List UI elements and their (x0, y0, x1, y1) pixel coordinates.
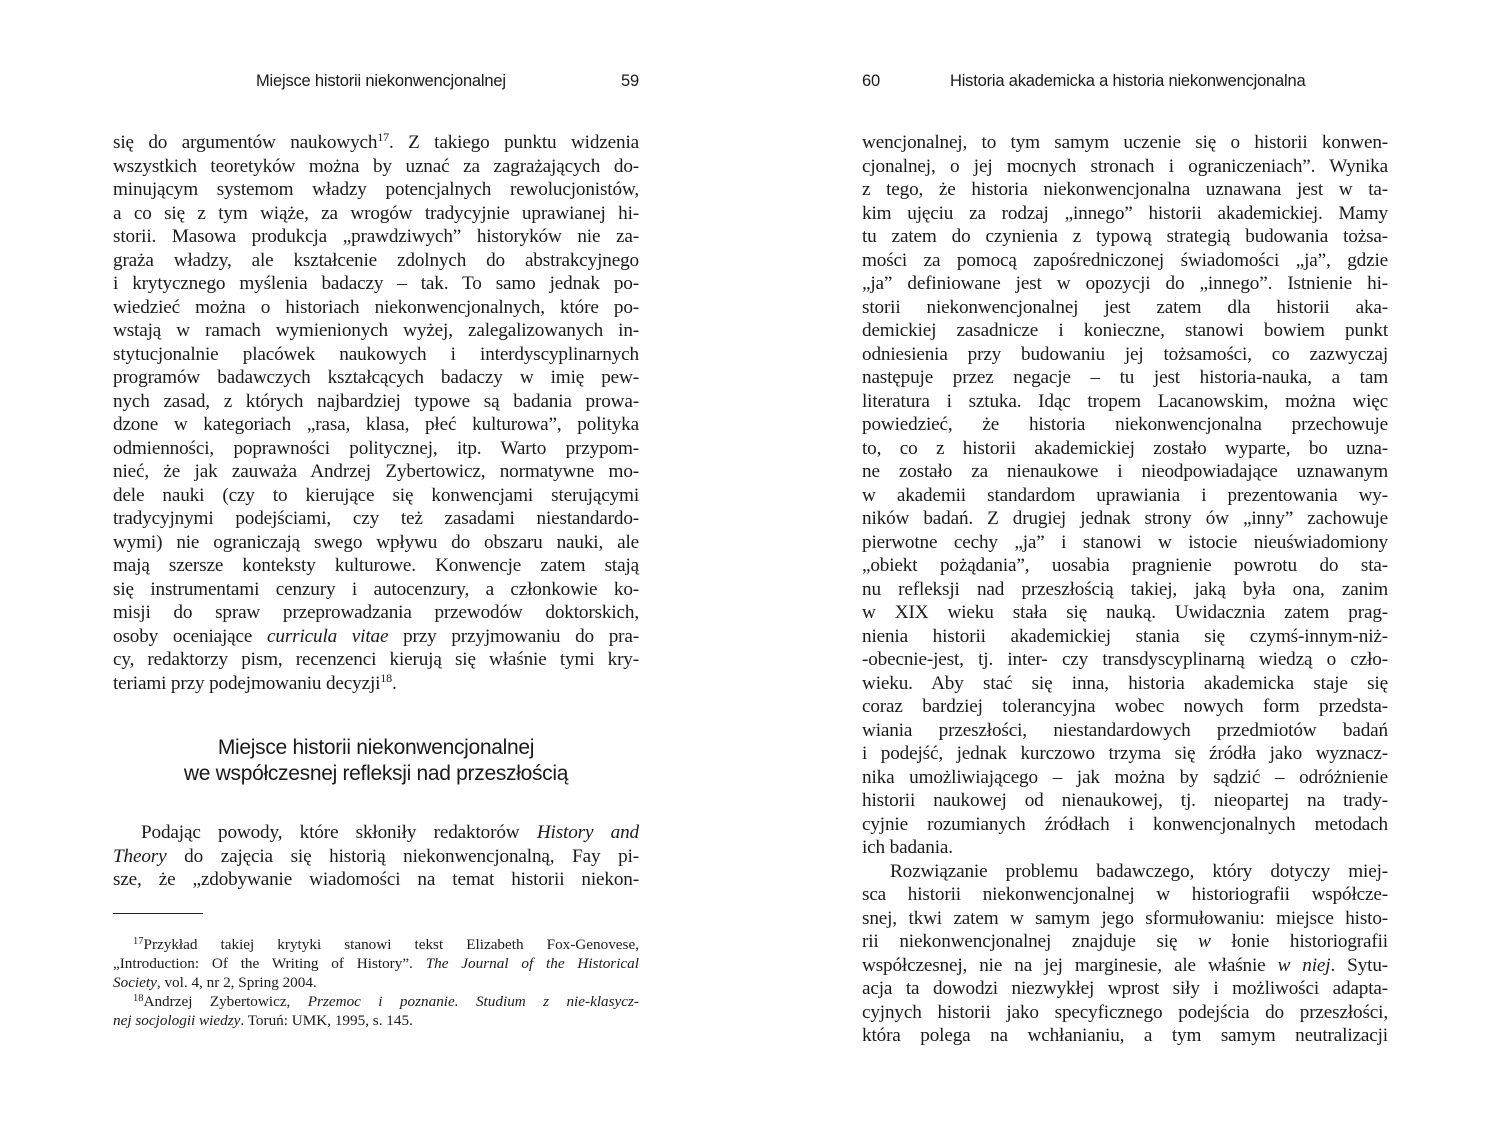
text-line: wszystkich teoretyków można by uznać za zagrażających do- (113, 155, 639, 177)
italic-text: The Journal of the Historical (425, 955, 639, 972)
footnote-reference: 17 (377, 130, 390, 144)
text-line: Podając powody, które skłoniły redaktorów History and (141, 822, 639, 843)
text-line: historii naukowej od nienaukowej, tj. nieopartej na trady- (862, 790, 1388, 811)
running-head-title: Miejsce historii niekonwencjonalnej (256, 72, 506, 90)
footnote-line: Society, vol. 4, nr 2, Spring 2004. (113, 974, 317, 991)
text-line: nych zasad, z których najbardziej typowe są badania prowa- (113, 390, 639, 412)
text-line: graża władzy, ale kształcenie zdolnych do abstrakcyjnego (113, 249, 639, 271)
text-line: nienia historii akademickiej stania się czymś-innym-niż- (862, 625, 1388, 647)
italic-text: curricula vitae (267, 625, 389, 647)
body-paragraph (113, 131, 639, 695)
text-line: wieku. Aby stać się inna, historia akademicka staje się (862, 672, 1388, 694)
text-line: Theory do zajęcia się historią niekonwencjonalną, Fay pi- (113, 845, 639, 867)
text-line: wstają w ramach wymienionych wyżej, zalegalizowanych in- (113, 320, 639, 341)
text-line: cyjnie rozumianych źródłach i konwencjonalnych metodach (862, 813, 1388, 835)
text-line: następuje przez negacje – tu jest historia-nauka, a tam (862, 367, 1388, 388)
text-line: ników badań. Z drugiej jednak strony ów „inny” zachowuje (862, 508, 1388, 529)
text-line: osoby oceniające curricula vitae przy przyjmowaniu do pra- (113, 625, 639, 647)
text-line: „obiekt pożądania”, uosabia pragnienie powrotu do sta- (862, 555, 1388, 576)
text-line: sca historii niekonwencjonalnej w historiografii współcze- (862, 884, 1388, 905)
footnote-line: $^{17}$Przykład takiej krytyki stanowi tekst Elizabeth Fox-Genovese, (133, 936, 639, 953)
text-line: w XIX wieku stała się nauką. Uwidacznia zatem prag- (862, 602, 1388, 623)
footnote-divider (113, 913, 203, 914)
text-line: literatura i sztuka. Idąc tropem Lacanowskim, można więc (862, 390, 1388, 412)
text-line: stytucjonalnie placówek naukowych i interdyscyplinarnych (113, 343, 639, 365)
text-line: dele nauki (czy to kierujące się konwencjami sterującymi (113, 484, 639, 506)
text-line: storii niekonwencjonalnej jest zatem dla historii aka- (862, 296, 1388, 318)
text-line: z tego, że historia niekonwencjonalna uznawana jest w ta- (862, 179, 1388, 200)
text-line: sze, że „zdobywanie wiadomości na temat historii niekon- (113, 869, 639, 890)
footnote-line: „Introduction: Of the Writing of History”. The Journal of the Historical (113, 955, 639, 972)
text-line: demickiej zasadnicze i konieczne, stanowi bowiem punkt (862, 320, 1388, 341)
body-paragraph (113, 821, 639, 892)
text-line: powiedzieć, że historia niekonwencjonalna przechowuje (862, 414, 1388, 435)
text-line: programów badawczych kształcących badaczy w imię pew- (113, 367, 639, 388)
text-line: „ja” definiowane jest w opozycji do „innego”. Istnienie hi- (862, 273, 1388, 294)
left-page (113, 0, 639, 1140)
text-line: storii. Masowa produkcja „prawdziwych” historyków nie za- (113, 226, 639, 247)
section-heading-line: we współczesnej refleksji nad przeszłością (183, 762, 569, 785)
running-head-title: Historia akademicka a historia niekonwencjonalna (950, 72, 1306, 90)
text-line: a co się z tym wiąże, za wrogów tradycyjnie uprawianej hi- (113, 202, 639, 224)
text-line: nieć, że jak zauważa Andrzej Zybertowicz, normatywne mo- (113, 461, 639, 482)
italic-text: Theory (113, 845, 167, 867)
text-line: minującym systemom władzy potencjalnych rewolucjonistów, (113, 179, 639, 200)
text-line: cyjnych historii jako specyficznego podejścia do przeszłości, (862, 1001, 1388, 1023)
italic-text: nej socjologii wiedzy (113, 1012, 241, 1029)
text-line: teriami przy podejmowaniu decyzji$^{18}$. (113, 670, 397, 694)
text-line: odmienności, poprawności politycznej, itp. Warto przypom- (113, 437, 639, 459)
section-heading (113, 735, 639, 787)
text-line: nu refleksji nad przeszłością takiej, jaką była ona, zanim (862, 578, 1388, 600)
running-head-left (113, 70, 639, 96)
text-line: rii niekonwencjonalnej znajduje się w łonie historiografii (862, 931, 1388, 952)
page-number: 59 (621, 72, 639, 90)
running-head-right (862, 70, 1388, 96)
footnote-reference: 18 (380, 670, 393, 685)
text-line: wiania przeszłości, niestandardowych przedmiotów badań (862, 719, 1388, 741)
text-line: odniesienia przy budowaniu jej tożsamości, co zazwyczaj (862, 343, 1388, 365)
text-line: wencjonalnej, to tym samym uczenie się o historii konwen- (862, 132, 1388, 153)
text-line: się instrumentami cenzury i autocenzury, a członkowie ko- (113, 578, 639, 600)
text-line: misji do spraw przeprowadzania przewodów doktorskich, (113, 602, 639, 623)
text-line: w akademii standardom uprawiania i prezentowania wy- (862, 484, 1388, 506)
text-line: snej, tkwi zatem w samym jego sformułowaniu: miejsce histo- (862, 907, 1388, 929)
text-line: która polega na wchłanianiu, a tym samym neutralizacji (862, 1025, 1388, 1046)
footnote-line: nej socjologii wiedzy. Toruń: UMK, 1995, s. 145. (113, 1012, 413, 1029)
text-line: mości za pomocą zapośredniczonej świadomości „ja”, gdzie (862, 249, 1388, 271)
text-line: acja ta dowodzi niezwykłej wprost siły i możliwości adapta- (862, 978, 1388, 999)
text-line: się do argumentów naukowych$^{17}$. Z takiego punktu widzenia (113, 130, 640, 153)
text-line: wiedzieć można o historiach niekonwencjonalnych, które po- (113, 296, 639, 318)
italic-text: w niej (1277, 954, 1331, 976)
section-heading-line: Miejsce historii niekonwencjonalnej (217, 736, 535, 759)
text-line: dzone w kategoriach „rasa, klasa, płeć kulturowa”, polityka (113, 414, 639, 435)
footnote-number: 17 (133, 936, 144, 947)
footnote-line: $^{18}$Andrzej Zybertowicz, Przemoc i poznanie. Studium z nie-klasycz- (133, 993, 639, 1010)
text-line: kim ujęciu za rodzaj „innego” historii akademickiej. Mamy (862, 202, 1388, 224)
italic-text: History and (536, 822, 639, 843)
italic-text: w (1198, 931, 1211, 952)
text-line: i podejść, jednak kurczowo trzyma się źródła jako wyznacz- (862, 743, 1388, 764)
text-line: pierwotne cechy „ja” i stanowi w istocie nieuświadomiony (862, 531, 1388, 553)
text-line: ne zostało za nienaukowe i nieodpowiadające uznawanym (862, 461, 1388, 482)
text-line: Rozwiązanie problemu badawczego, który dotyczy miej- (890, 860, 1388, 882)
right-page (862, 0, 1388, 1140)
page-number: 60 (862, 72, 880, 90)
text-line: mają szersze konteksty kulturowe. Konwencje zatem stają (113, 555, 639, 576)
italic-text: Przemoc i poznanie. Studium z nie-klasycz- (307, 993, 639, 1010)
text-line: coraz bardziej tolerancyjna wobec nowych form przedsta- (862, 696, 1388, 717)
text-line: cjonalnej, o jej mocnych stronach i ograniczeniach”. Wynika (862, 155, 1388, 177)
footnotes (113, 935, 639, 1030)
text-line: nika umożliwiającego – jak można by sądzić – odróżnienie (862, 766, 1388, 788)
text-line: ich badania. (862, 837, 953, 858)
text-line: tu zatem do czynienia z typową strategią budowania tożsa- (862, 226, 1388, 247)
text-line: to, co z historii akademickiej zostało wyparte, bo uzna- (862, 437, 1388, 459)
text-line: cy, redaktorzy pism, recenzenci kierują się właśnie tymi kry- (113, 649, 639, 670)
footnote-number: 18 (133, 993, 144, 1004)
body-text (862, 131, 1388, 1048)
text-line: tradycyjnymi podejściami, czy też zasadami niestandardo- (113, 508, 639, 529)
text-line: współczesnej, nie na jej marginesie, ale właśnie w niej. Sytu- (862, 954, 1389, 976)
italic-text: Society (113, 974, 157, 991)
text-line: -obecnie-jest, tj. inter- czy transdyscyplinarną wiedzą o czło- (862, 649, 1388, 670)
text-line: i krytycznego myślenia badaczy – tak. To samo jednak po- (113, 273, 639, 294)
text-line: wymi) nie ograniczają swego wpływu do obszaru nauki, ale (113, 531, 639, 553)
